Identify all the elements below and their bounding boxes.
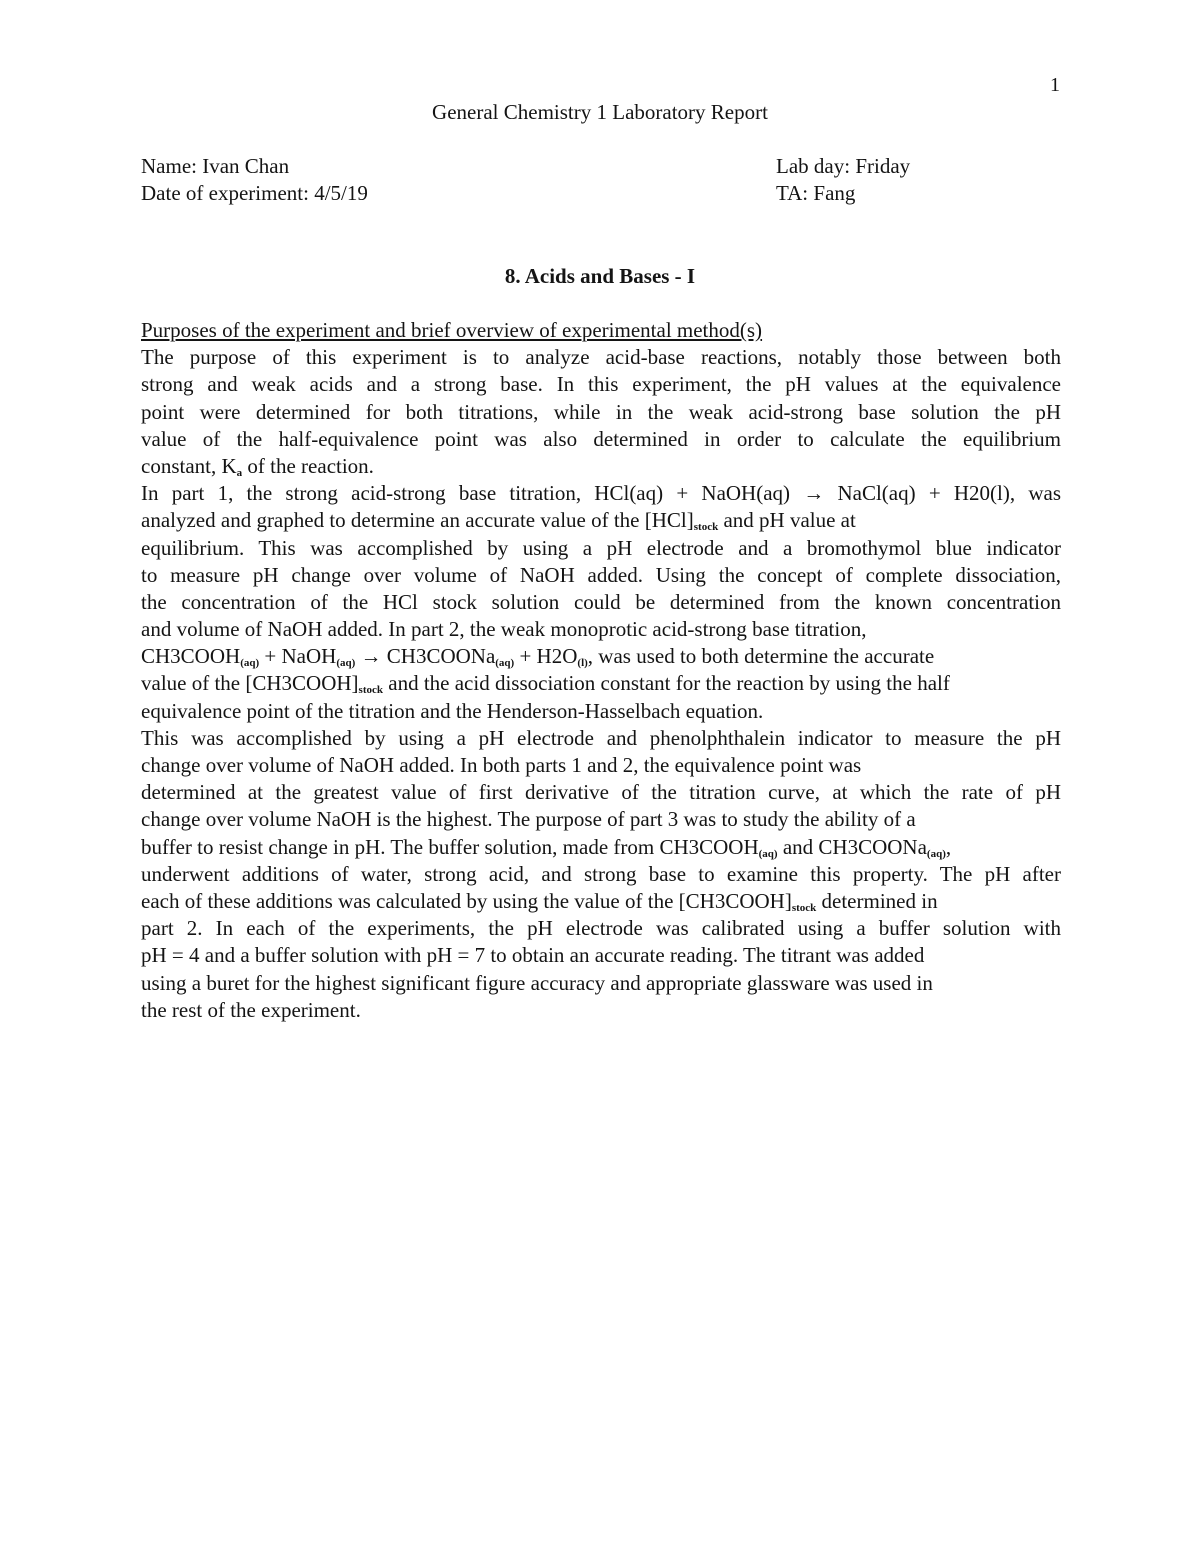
subscript: (aq)	[926, 847, 946, 860]
text-run: and pH value at	[718, 508, 856, 533]
subscript: a	[236, 466, 243, 479]
text-run: and the acid dissociation constant for the reaction by using the half	[383, 671, 950, 696]
body-line: change over volume NaOH is the highest. The purpose of part 3 was to study the ability of a	[141, 807, 916, 832]
text-run: buffer to resist change in pH. The buffer solution, made from CH3COOH	[141, 834, 759, 859]
text-run: → CH3COONa	[355, 644, 496, 669]
text-run: + H2O	[514, 644, 578, 669]
body-line: This was accomplished by using a pH electrode and phenolphthalein indicator to measure the pH	[141, 725, 1061, 750]
purpose-subheading: Purposes of the experiment and brief overview of experimental method(s)	[141, 318, 763, 342]
text-run: value of the [CH3COOH]	[141, 671, 359, 696]
body-line: change over volume of NaOH added. In both parts 1 and 2, the equivalence point was	[141, 753, 862, 777]
body-line	[141, 834, 1061, 861]
lab-day-value: Friday	[855, 154, 911, 178]
subscript: (l)	[577, 657, 588, 670]
text-run: constant, K	[141, 453, 237, 478]
experiment-date	[141, 181, 368, 206]
subscript: stock	[693, 521, 719, 534]
ta-value: Fang	[813, 181, 856, 205]
body-line: point were determined for both titrations, while in the weak acid-strong base solution the pH	[141, 399, 1061, 424]
report-title: General Chemistry 1 Laboratory Report	[432, 100, 768, 124]
student-name	[141, 154, 289, 179]
body-line: pH = 4 and a buffer solution with pH = 7 to obtain an accurate reading. The titrant was added	[141, 943, 925, 968]
text-run: and CH3COONa	[777, 834, 927, 859]
subscript: (aq)	[240, 657, 260, 670]
subscript: (aq)	[495, 657, 515, 670]
text-run: analyzed and graphed to determine an accurate value of the [HCl]	[141, 508, 694, 533]
body-line: In part 1, the strong acid-strong base titration, HCl(aq) + NaOH(aq) → NaCl(aq) + H20(l), was	[141, 481, 1061, 506]
date-value: 4/5/19	[314, 181, 368, 205]
body-line: the concentration of the HCl stock solution could be determined from the known concentration	[141, 589, 1061, 614]
body-line: underwent additions of water, strong acid, and strong base to examine this property. The pH after	[141, 861, 1061, 886]
text-run: CH3COOH	[141, 644, 241, 669]
subscript: (aq)	[336, 657, 356, 670]
text-run: + NaOH	[259, 644, 337, 669]
subscript: (aq)	[758, 847, 778, 860]
name-value: Ivan Chan	[202, 154, 290, 178]
body-line: equilibrium. This was accomplished by using a pH electrode and a bromothymol blue indicator	[141, 535, 1061, 560]
body-line: to measure pH change over volume of NaOH added. Using the concept of complete dissociation,	[141, 562, 1061, 587]
body-line: The purpose of this experiment is to analyze acid-base reactions, notably those between both	[141, 345, 1061, 370]
page-number: 1	[1050, 74, 1060, 96]
body-line	[141, 643, 1061, 670]
subscript: stock	[358, 684, 383, 697]
report-body	[141, 317, 1061, 1024]
body-line: determined at the greatest value of first derivative of the titration curve, at which the rate of pH	[141, 780, 1061, 805]
lab-day	[776, 154, 910, 179]
text-run: each of these additions was calculated by using the value of the [CH3COOH]	[141, 888, 792, 913]
text-run: ,	[945, 834, 952, 859]
body-line: strong and weak acids and a strong base. In this experiment, the pH values at the equivalence	[141, 372, 1061, 397]
body-line: and volume of NaOH added. In part 2, the weak monoprotic acid-strong base titration,	[141, 617, 867, 642]
text-run: , was used to both determine the accurate	[587, 644, 935, 669]
text-run: determined in	[816, 888, 938, 913]
body-line: value of the half-equivalence point was also determined in order to calculate the equilibrium	[141, 426, 1061, 451]
teaching-assistant	[776, 181, 855, 206]
body-line	[141, 453, 1061, 480]
text-run: of the reaction.	[242, 453, 374, 478]
body-line: equivalence point of the titration and the Henderson-Hasselbach equation.	[141, 698, 764, 723]
body-line	[141, 507, 1061, 534]
body-line: using a buret for the highest significant figure accuracy and appropriate glassware was used in	[141, 970, 933, 995]
body-line	[141, 670, 1061, 697]
date-label: Date of experiment:	[141, 181, 315, 205]
body-line	[141, 888, 1061, 915]
name-label: Name:	[141, 154, 203, 178]
body-line: the rest of the experiment.	[141, 997, 361, 1022]
section-title: 8. Acids and Bases - I	[504, 264, 696, 288]
subscript: stock	[791, 901, 817, 914]
body-line: part 2. In each of the experiments, the pH electrode was calibrated using a buffer solution with	[141, 916, 1061, 941]
lab-day-label: Lab day:	[776, 154, 856, 178]
ta-label: TA:	[776, 181, 814, 205]
